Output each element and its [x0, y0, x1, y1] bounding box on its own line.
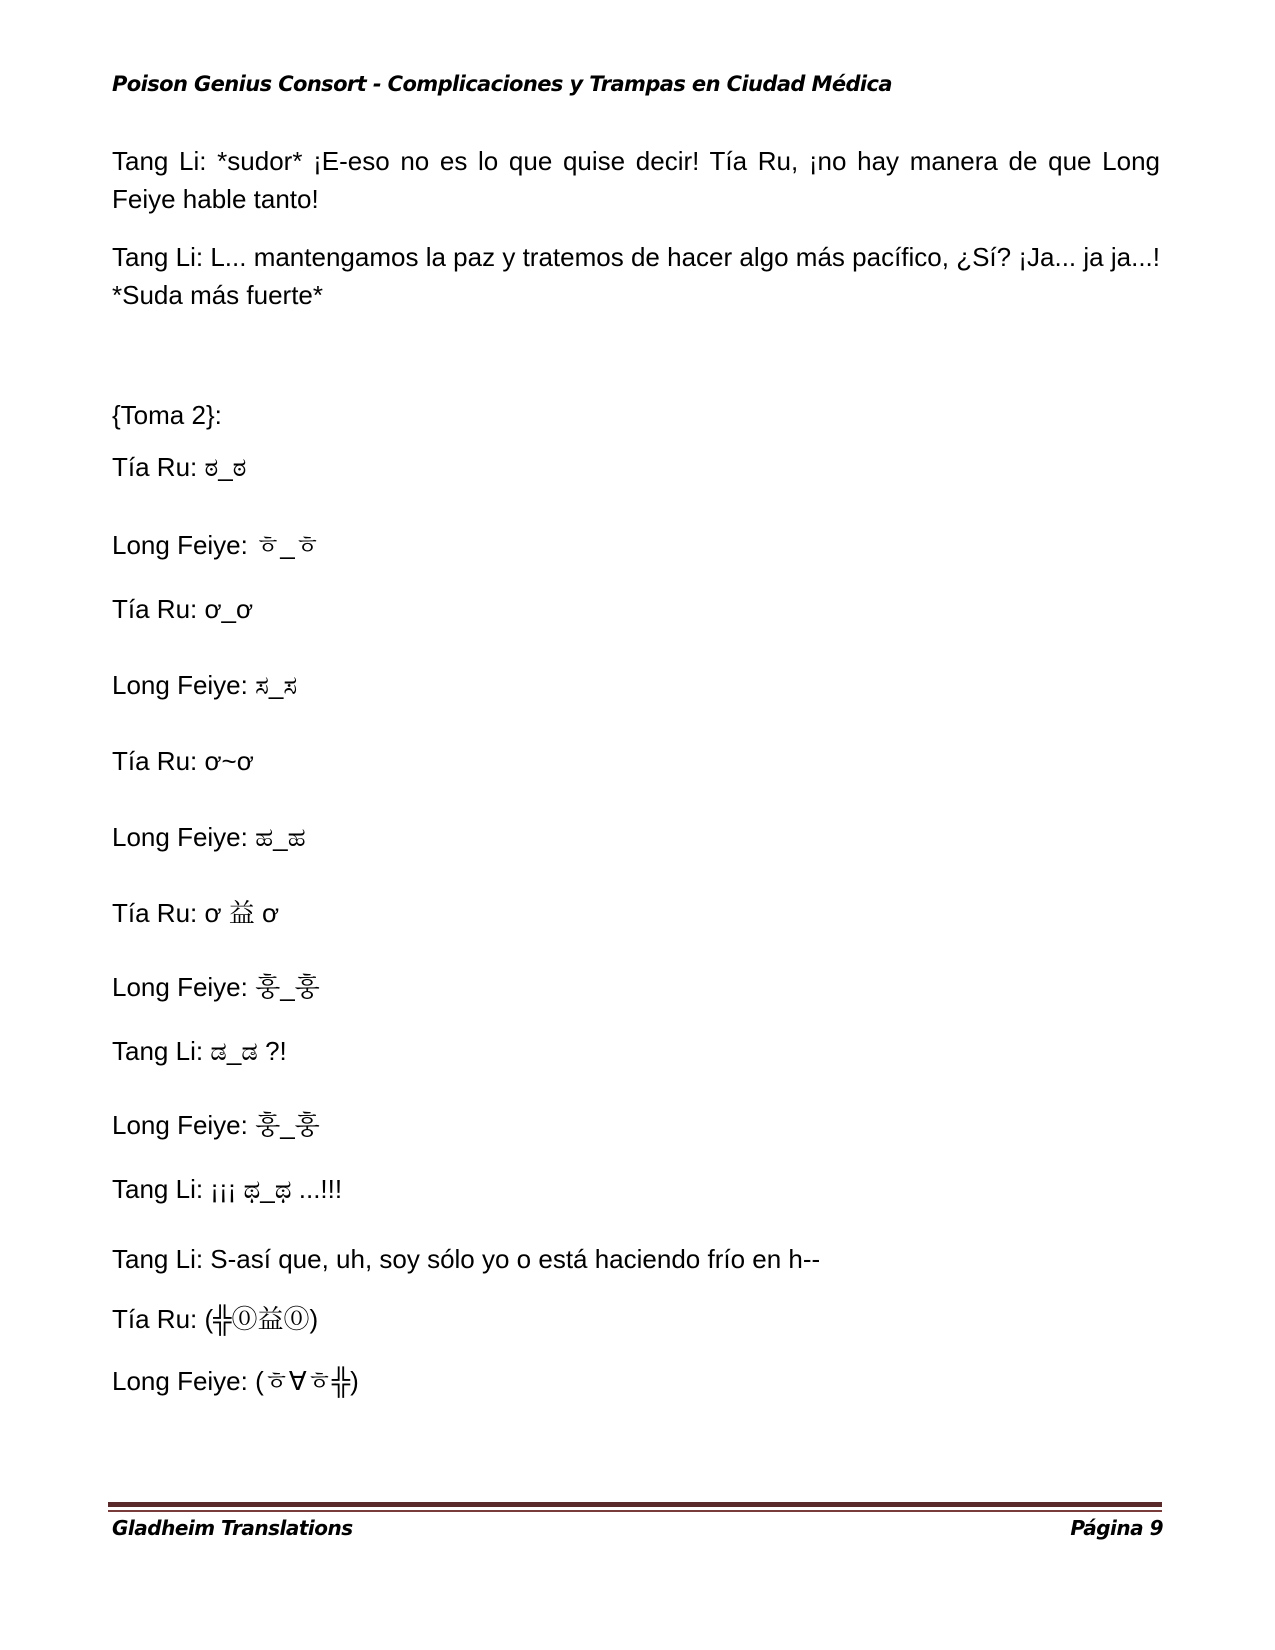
dialogue-line: Long Feiye: ಸ_ಸ	[112, 670, 298, 700]
paragraph-2: Tang Li: L... mantengamos la paz y tratemos de hacer algo más pacífico, ¿Sí? ¡Ja... ja ja...! *Suda más fuerte*	[112, 242, 1160, 310]
dialogue-line: Tang Li: ಡ_ಡ ?!	[112, 1036, 287, 1066]
document-body	[112, 142, 1160, 1396]
dialogue-line: Tía Ru: (╬⓪益⓪)	[112, 1304, 319, 1334]
dialogue-line: Long Feiye: 훙_훙	[112, 972, 320, 1002]
footer-translator: Gladheim Translations	[112, 1516, 353, 1540]
section-heading: {Toma 2}:	[112, 400, 222, 430]
dialogue-line: Long Feiye: ಹ_ಹ	[112, 822, 306, 852]
dialogue-line: Tía Ru: ơ~ơ	[112, 746, 254, 776]
dialogue-line: Tang Li: ¡¡¡ ಥ_ಥ ...!!!	[112, 1174, 343, 1204]
dialogue-line: Long Feiye: (ㅎ∀ㅎ╬)	[112, 1366, 359, 1396]
dialogue-line: Long Feiye: 훙_훙	[112, 1110, 320, 1140]
dialogue-line: Tía Ru: ơ_ơ	[112, 594, 254, 624]
footer-divider	[108, 1502, 1162, 1507]
dialogue-line: Tía Ru: ಠ_ಠ	[112, 452, 247, 482]
dialogue-line: Long Feiye: ㅎ_ㅎ	[112, 530, 320, 560]
footer-page-number: Página 9	[1070, 1516, 1163, 1540]
dialogue-line: Tang Li: S-así que, uh, soy sólo yo o está haciendo frío en h--	[112, 1244, 821, 1274]
paragraph-1: Tang Li: *sudor* ¡E-eso no es lo que quise decir! Tía Ru, ¡no hay manera de que Long Feiye hable tanto!	[112, 146, 1160, 214]
dialogue-line: Tía Ru: ơ 益 ơ	[112, 898, 280, 928]
page-header-title: Poison Genius Consort - Complicaciones y Trampas en Ciudad Médica	[112, 72, 892, 96]
footer-divider-thin	[108, 1510, 1162, 1512]
